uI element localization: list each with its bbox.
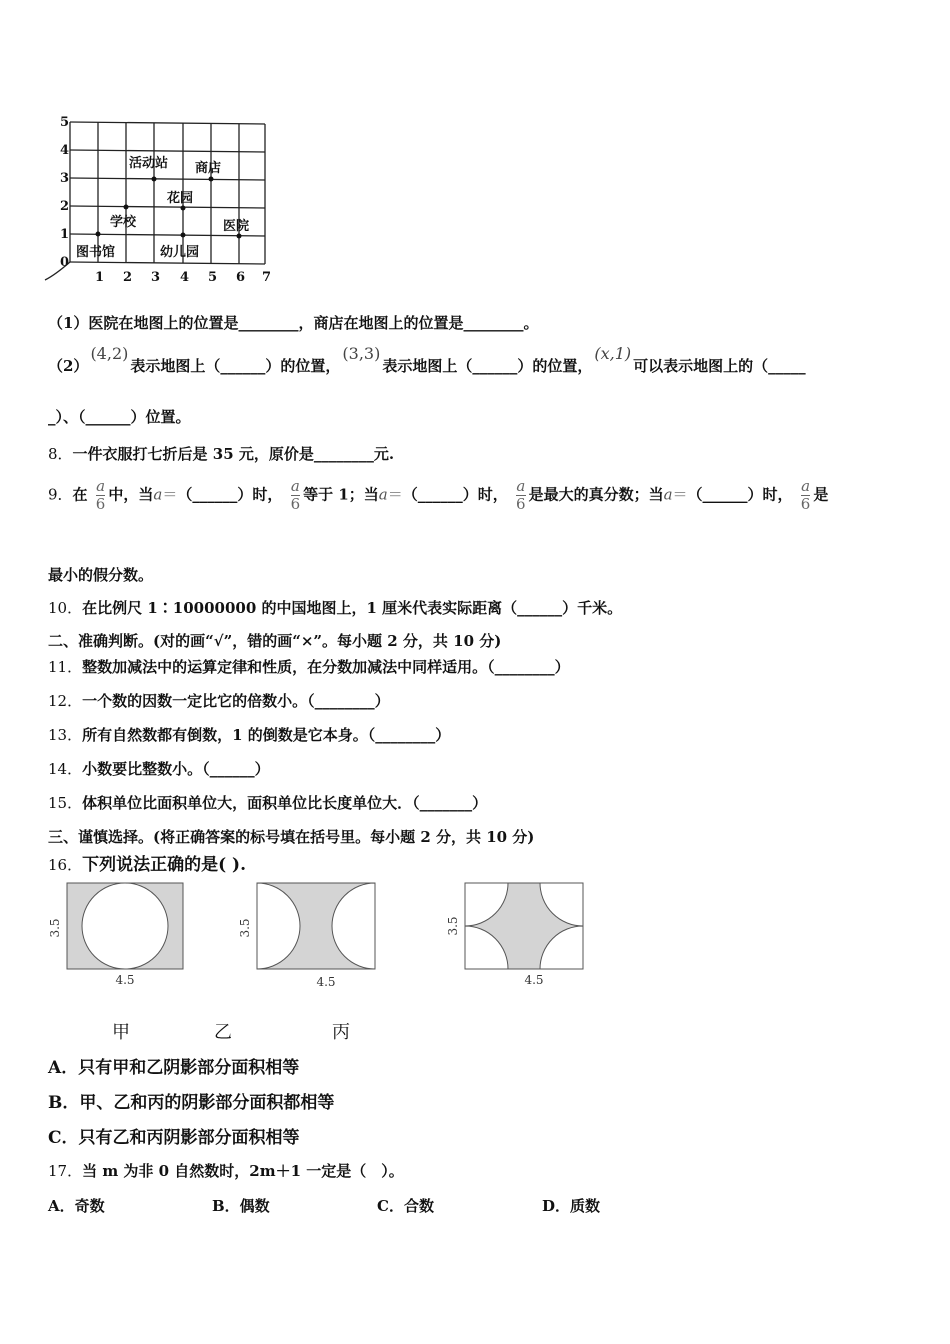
school-dot [124, 205, 129, 210]
fraction-a-over-6 [801, 478, 811, 513]
place-school: 学校 [110, 215, 137, 230]
x-tick: 7 [262, 270, 272, 285]
question-12 [48, 690, 390, 711]
frac-den: 6 [290, 495, 301, 513]
q14-number: 14． [48, 760, 83, 778]
question-14 [48, 758, 270, 779]
x-tick: 5 [208, 270, 218, 285]
section-3-heading: 三、谨慎选择。(将正确答案的标号填在括号里。每小题 2 分，共 10 分) [48, 828, 535, 846]
figure-jia [44, 880, 194, 995]
y-tick: 2 [60, 199, 70, 214]
question-9 [48, 478, 828, 513]
bing-height-label: 3.5 [446, 916, 460, 936]
q17-option-c[interactable]: C．合数 [377, 1197, 434, 1215]
var-a: a [153, 485, 163, 504]
fraction-a-over-6 [96, 478, 106, 513]
coord-3-3: (3,3) [342, 344, 381, 363]
frac-den: 6 [800, 495, 811, 513]
q17-option-d[interactable]: D．质数 [542, 1197, 601, 1215]
q12-number: 12． [48, 692, 83, 710]
figure-yi [234, 880, 384, 995]
activity-dot [152, 177, 157, 182]
y-tick: 0 [60, 255, 70, 270]
figure-name-jia: 甲 [112, 1022, 130, 1043]
q16-option-a[interactable]: A．只有甲和乙阴影部分面积相等 [48, 1058, 300, 1078]
equals: ＝ [162, 485, 178, 504]
frac-den: 6 [95, 495, 106, 513]
q15-number: 15． [48, 794, 83, 812]
question-17 [48, 1160, 404, 1181]
question-15 [48, 792, 487, 813]
q9-text: （______）时， [177, 485, 283, 504]
y-tick: 1 [60, 227, 70, 242]
y-tick: 3 [60, 171, 70, 186]
q16-number: 16． [48, 856, 83, 874]
q15-text: 体积单位比面积单位大，面积单位比长度单位大．（_______） [82, 794, 488, 812]
q7-part2-text-b: 表示地图上（______）的位置， [382, 357, 593, 375]
q16-text: 下列说法正确的是( ). [82, 855, 247, 875]
yi-height-label: 3.5 [238, 918, 252, 938]
q16-option-b[interactable]: B．甲、乙和丙的阴影部分面积都相等 [48, 1093, 335, 1113]
x-tick: 6 [236, 270, 246, 285]
q7-part2 [48, 344, 806, 376]
frac-num: a [516, 477, 526, 495]
place-library: 图书馆 [76, 245, 116, 260]
q17-text: 当 m 为非 0 自然数时，2m＋1 一定是（ ）。 [82, 1162, 404, 1180]
frac-num: a [290, 477, 300, 495]
x-tick: 4 [180, 270, 190, 285]
bing-width-label: 4.5 [524, 973, 544, 987]
library-dot [96, 232, 101, 237]
frac-den: 6 [516, 495, 526, 513]
jia-height-label: 3.5 [48, 918, 62, 938]
place-hospital: 医院 [223, 219, 250, 234]
shop-dot [209, 177, 214, 182]
question-11 [48, 656, 570, 677]
q10-number: 10． [48, 599, 83, 617]
fraction-a-over-6 [291, 478, 301, 513]
x-tick: 1 [95, 270, 105, 285]
q7-part2-label: （2） [48, 357, 89, 375]
place-shop: 商店 [195, 161, 222, 176]
kindergarten-dot [181, 233, 186, 238]
q9-text: 是 [813, 485, 829, 504]
y-tick: 4 [60, 143, 70, 158]
question-16 [48, 850, 246, 875]
q7-part2-text-c: 可以表示地图上的（_____ [633, 357, 806, 375]
frac-num: a [96, 477, 106, 495]
frac-num: a [801, 477, 811, 495]
q17-option-a[interactable]: A．奇数 [48, 1197, 105, 1215]
jia-circle [82, 883, 168, 969]
map-figure [40, 110, 280, 290]
figure-name-yi: 乙 [214, 1022, 232, 1043]
q17-number: 17． [48, 1162, 83, 1180]
figure-bing [442, 880, 592, 995]
var-a: a [663, 485, 673, 504]
coord-4-2: (4,2) [90, 344, 129, 363]
y-tick: 5 [60, 115, 70, 130]
q9-line2: 最小的假分数。 [48, 566, 154, 584]
q9-text: （______）时， [402, 485, 508, 504]
q9-text: 等于 1；当 [303, 485, 379, 504]
q12-text: 一个数的因数一定比它的倍数小。（________） [82, 692, 390, 710]
q13-number: 13． [48, 726, 83, 744]
q8-number: 8． [48, 445, 73, 463]
yi-width-label: 4.5 [316, 975, 336, 989]
coord-x-1: (x,1) [594, 344, 632, 363]
q9-text: 中，当 [108, 485, 154, 504]
question-8 [48, 443, 394, 464]
q9-text: （______）时， [687, 485, 793, 504]
q13-text: 所有自然数都有倒数，1 的倒数是它本身。（________） [82, 726, 451, 744]
garden-dot [181, 206, 186, 211]
q14-text: 小数要比整数小。（______） [82, 760, 270, 778]
var-a: a [378, 485, 388, 504]
place-kindergarten: 幼儿园 [160, 245, 200, 260]
q9-text: 在 [72, 485, 88, 504]
q10-text: 在比例尺 1∶10000000 的中国地图上，1 厘米代表实际距离（______）千米。 [82, 599, 623, 617]
q11-number: 11． [48, 658, 83, 676]
jia-width-label: 4.5 [115, 973, 135, 987]
q11-text: 整数加减法中的运算定律和性质，在分数加减法中同样适用。（________） [82, 658, 570, 676]
section-2-heading: 二、准确判断。(对的画“√”，错的画“×”。每小题 2 分，共 10 分) [48, 632, 502, 650]
q9-number: 9． [48, 485, 73, 504]
q7-part2-cont: _）、（______）位置。 [48, 408, 191, 426]
q7-part2-text-a: 表示地图上（______）的位置， [130, 357, 341, 375]
q16-option-c[interactable]: C．只有乙和丙阴影部分面积相等 [48, 1128, 300, 1148]
fraction-a-over-6 [516, 478, 526, 513]
place-activity: 活动站 [129, 156, 169, 171]
q8-text: 一件衣服打七折后是 35 元，原价是________元. [72, 445, 395, 463]
question-10 [48, 597, 622, 618]
hospital-dot [237, 234, 242, 239]
x-tick: 2 [123, 270, 133, 285]
q17-option-b[interactable]: B．偶数 [212, 1197, 270, 1215]
q9-text: 是最大的真分数；当 [528, 485, 664, 504]
equals: ＝ [387, 485, 403, 504]
figure-name-bing: 丙 [332, 1022, 350, 1043]
q7-part1: （1）医院在地图上的位置是________，商店在地图上的位置是________。 [48, 314, 539, 332]
question-13 [48, 724, 450, 745]
x-tick: 3 [151, 270, 161, 285]
place-garden: 花园 [167, 191, 194, 206]
equals: ＝ [672, 485, 688, 504]
